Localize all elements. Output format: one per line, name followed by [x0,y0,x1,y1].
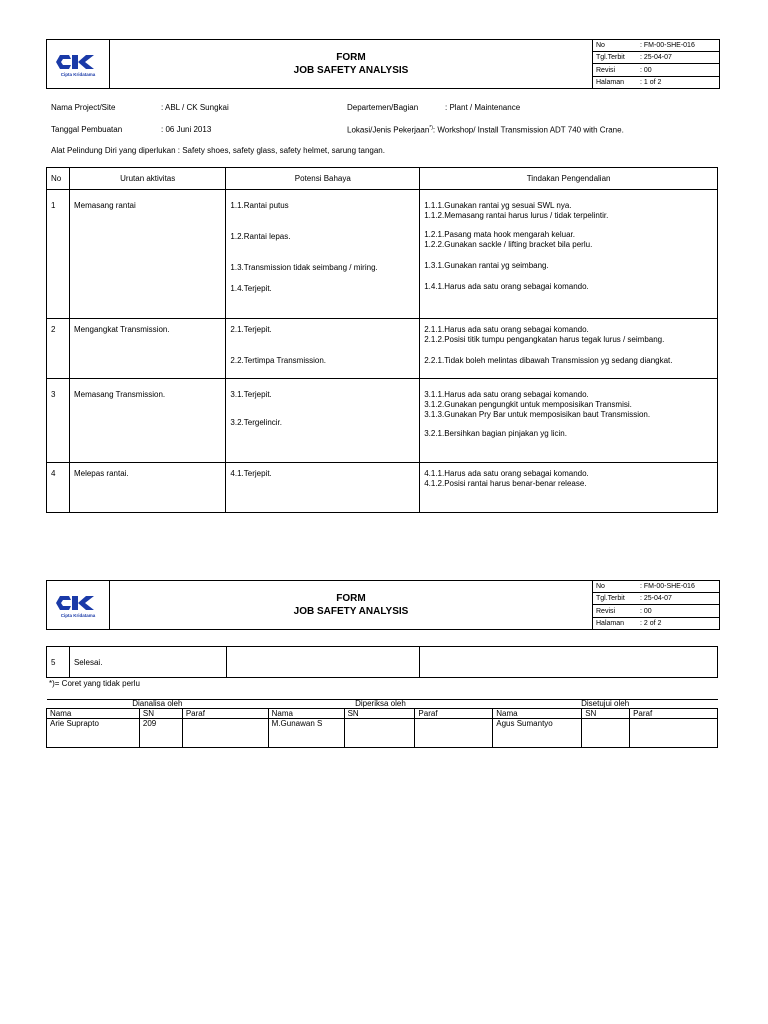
logo-cell [47,581,110,630]
footnote: *)= Coret yang tidak perlu [49,679,140,688]
header-activity: Urutan aktivitas [69,168,225,190]
row-hazards [226,190,420,319]
row-controls [420,319,718,379]
hazard-item: 2.2.Tertimpa Transmission. [230,356,327,365]
signoff-columns-row [47,709,718,719]
control-item: 2.1.2.Posisi titik tumpu pengangkatan harus tegak lurus / seimbang. [424,335,665,344]
row-controls [420,379,718,463]
hazard-item: 2.1.Terjepit. [230,325,272,334]
company-logo-icon [47,42,109,82]
doc-no-label: No [593,40,637,52]
control-item: 3.2.1.Bersihkan bagian pinjakan yg licin. [424,429,567,438]
control-item: 2.1.1.Harus ada satu orang sebagai komando. [424,325,589,334]
hazard-item: 4.1.Terjepit. [230,469,272,478]
page-value: : 2 of 2 [640,619,662,627]
row-hazards [226,647,420,678]
signoff-group-row [47,700,718,709]
page-label: Halaman [596,78,625,86]
ppe-line: Alat Pelindung Diri yang diperlukan : Safety shoes, safety glass, safety helmet, sarung tangan. [51,146,385,155]
row-hazards [226,379,420,463]
control-item: 1.1.2.Memasang rantai harus lurus / tidak terpelintir. [424,211,609,220]
form-title-cell [110,40,593,89]
approved-sn [582,719,630,748]
sn-column-label: SN [344,709,415,719]
control-item: 1.2.1.Pasang mata hook mengarah keluar. [424,230,575,239]
project-label: Nama Project/Site [51,103,116,112]
analyzed-signature [182,719,268,748]
form-meta-cell [593,581,720,630]
company-logo-icon [47,583,109,623]
approved-name: Agus Sumantyo [493,719,582,748]
header-control: Tindakan Pengendalian [420,168,718,190]
row-controls [420,647,718,678]
logo-cell [47,40,110,89]
jsa-table-header [47,168,718,190]
table-row [47,319,718,379]
jsa-table [46,167,718,513]
control-item: 3.1.2.Gunakan pengungkit untuk memposisikan Transmisi. [424,400,632,409]
control-item: 3.1.1.Harus ada satu orang sebagai komando. [424,390,589,399]
row-no: 2 [47,319,70,379]
sign-column-label: Paraf [415,709,493,719]
checked-name: M.Gunawan S [268,719,344,748]
doc-no-label: No [593,581,637,593]
row-controls [420,463,718,513]
svg-text:Cipta Kridatama: Cipta Kridatama [60,71,96,77]
sn-column-label: SN [139,709,182,719]
revision-value: : 00 [637,605,719,617]
control-item: 3.1.3.Gunakan Pry Bar untuk memposisikan baut Transmission. [424,410,651,419]
created-date-value: : 06 Juni 2013 [161,125,212,134]
hazard-item: 1.4.Terjepit. [230,284,272,293]
project-value: : ABL / CK Sungkai [161,103,229,112]
row-activity: Melepas rantai. [69,463,225,513]
created-date-label: Tanggal Pembuatan [51,125,123,134]
hazard-item: 3.1.Terjepit. [230,390,272,399]
revision-label: Revisi [593,64,637,76]
checked-signature [415,719,493,748]
name-column-label: Nama [493,709,582,719]
header-no: No [47,168,70,190]
form-title: FORM [336,593,366,604]
hazard-item: 1.3.Transmission tidak seimbang / miring. [230,263,378,272]
analyzed-by-label: Dianalisa oleh [47,700,269,709]
hazard-item: 1.1.Rantai putus [230,201,289,210]
signoff-table [46,699,718,748]
location-mark: *) [429,125,433,131]
department-label: Departemen/Bagian [347,103,419,112]
row-activity: Memasang rantai [69,190,225,319]
form-subtitle: JOB SAFETY ANALYSIS [293,606,409,617]
form-header-page-1 [46,39,720,89]
form-meta-cell [593,40,720,89]
form-header-page-2 [46,580,720,630]
approved-signature [630,719,718,748]
control-item: 1.2.2.Gunakan sackle / lifting bracket bila perlu. [424,240,593,249]
row-activity: Memasang Transmission. [69,379,225,463]
sign-column-label: Paraf [630,709,718,719]
department-value: : Plant / Maintenance [445,103,521,112]
control-item: 4.1.1.Harus ada satu orang sebagai komando. [424,469,589,478]
form-title: FORM [336,52,366,63]
signoff-values-row [47,719,718,748]
control-item: 1.3.1.Gunakan rantai yg seimbang. [424,261,549,270]
row-hazards [226,463,420,513]
name-column-label: Nama [268,709,344,719]
control-item: 1.4.1.Harus ada satu orang sebagai komando. [424,282,589,291]
control-item: 4.1.2.Posisi rantai harus benar-benar release. [424,479,587,488]
location-value: : Workshop/ Install Transmission ADT 740 with Crane. [432,125,624,135]
sign-column-label: Paraf [182,709,268,719]
analyzed-name: Arie Suprapto [47,719,140,748]
hazard-item: 3.2.Tergelincir. [230,418,283,427]
control-item: 1.1.1.Gunakan rantai yg sesuai SWL nya. [424,201,572,210]
issue-date-label: Tgl.Terbit [593,593,637,605]
row-no: 3 [47,379,70,463]
page-value: : 1 of 2 [640,78,662,86]
row-no: 5 [47,647,70,678]
row-controls [420,190,718,319]
table-row [47,463,718,513]
checked-by-label: Diperiksa oleh [268,700,493,709]
revision-value: : 00 [637,64,719,76]
table-row [47,379,718,463]
revision-label: Revisi [593,605,637,617]
svg-text:Cipta Kridatama: Cipta Kridatama [60,612,96,618]
analyzed-sn: 209 [139,719,182,748]
issue-date-value: : 25-04-07 [637,52,719,64]
table-row [47,190,718,319]
row-hazards [226,319,420,379]
issue-date-value: : 25-04-07 [637,593,719,605]
doc-no-value: : FM-00-SHE-016 [637,40,719,52]
row-no: 4 [47,463,70,513]
issue-date-label: Tgl.Terbit [593,52,637,64]
page-label: Halaman [596,619,625,627]
location-label: Lokasi/Jenis Pekerjaan*): Workshop/ Install Transmission ADT 740 with Crane. [347,125,624,135]
header-hazard: Potensi Bahaya [226,168,420,190]
control-item: 2.2.1.Tidak boleh melintas dibawah Transmission yg sedang diangkat. [424,356,673,365]
form-title-cell [110,581,593,630]
form-subtitle: JOB SAFETY ANALYSIS [293,65,409,76]
row-activity: Selesai. [69,647,226,678]
table-row [47,647,718,678]
doc-no-value: : FM-00-SHE-016 [637,581,719,593]
row-activity: Mengangkat Transmission. [69,319,225,379]
row-no: 1 [47,190,70,319]
hazard-item: 1.2.Rantai lepas. [230,232,291,241]
name-column-label: Nama [47,709,140,719]
jsa-table-continued [46,646,718,678]
sn-column-label: SN [582,709,630,719]
approved-by-label: Disetujui oleh [493,700,718,709]
checked-sn [344,719,415,748]
